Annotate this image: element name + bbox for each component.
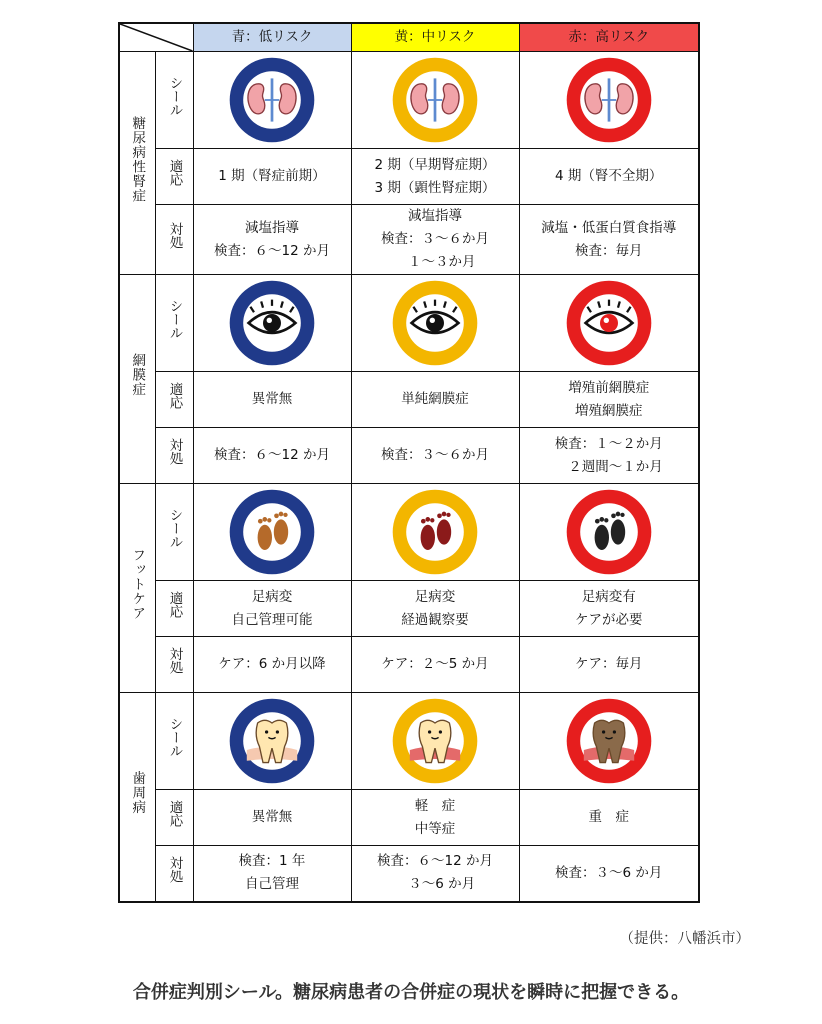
action-cell-low: 減塩指導 検査：６〜12 か月 (193, 205, 351, 275)
seal-cell-high (519, 52, 699, 149)
row-label-text: 適応 (166, 382, 183, 409)
applicable-cell-mid: 軽 症 中等症 (351, 790, 519, 846)
applicable-cell-low: 異常無 (193, 790, 351, 846)
category-label (119, 484, 155, 693)
seal-cell-mid (351, 484, 519, 581)
row-label-seal (155, 52, 193, 149)
action-cell-low: ケア：6 か月以降 (193, 637, 351, 693)
row-label-applicable (155, 581, 193, 637)
row-label-text: 対処 (166, 647, 183, 674)
row-label-seal (155, 484, 193, 581)
action-cell-mid: ケア：２〜5 か月 (351, 637, 519, 693)
seal-cell-low (193, 693, 351, 790)
category-label (119, 275, 155, 484)
applicable-cell-high: 増殖前網膜症 増殖網膜症 (519, 372, 699, 428)
eye-icon (227, 278, 317, 368)
action-cell-low: 検査：６〜12 か月 (193, 428, 351, 484)
applicable-cell-low: 異常無 (193, 372, 351, 428)
applicable-cell-mid: 足病変 経過観察要 (351, 581, 519, 637)
row-label-applicable (155, 149, 193, 205)
seal-cell-high (519, 275, 699, 372)
complication-seal-table (118, 22, 700, 903)
seal-cell-mid (351, 275, 519, 372)
category-text: 糖尿病性腎症 (129, 115, 146, 203)
header-low-risk: 青：低リスク (193, 23, 351, 52)
applicable-cell-mid: 2 期（早期腎症期） 3 期（顕性腎症期） (351, 149, 519, 205)
row-label-seal (155, 693, 193, 790)
row-label-text: シール (166, 75, 183, 117)
row-label-action (155, 428, 193, 484)
row-label-text: シール (166, 716, 183, 758)
row-label-text: 対処 (166, 438, 183, 465)
kidney-icon (564, 55, 654, 145)
row-label-text: 適応 (166, 800, 183, 827)
row-label-applicable (155, 790, 193, 846)
figure-caption: 合併症判別シール。糖尿病患者の合併症の現状を瞬時に把握できる。 (132, 982, 690, 1003)
applicable-cell-high: 4 期（腎不全期） (519, 149, 699, 205)
eye-icon (390, 278, 480, 368)
seal-cell-high (519, 693, 699, 790)
row-label-text: 対処 (166, 855, 183, 883)
row-label-action (155, 846, 193, 902)
photo-credit: （提供：八幡浜市） (619, 931, 750, 947)
row-label-seal (155, 275, 193, 372)
row-label-text: 対処 (166, 222, 183, 249)
applicable-cell-low: 1 期（腎症前期） (193, 149, 351, 205)
row-label-text: 適応 (166, 159, 183, 186)
row-label-text: シール (166, 507, 183, 549)
row-label-applicable (155, 372, 193, 428)
category-text: 歯周病 (129, 771, 146, 815)
action-cell-low: 検査：1 年 自己管理 (193, 846, 351, 902)
category-label (119, 693, 155, 902)
action-cell-high: 検査：３〜6 か月 (519, 846, 699, 902)
footprints-icon (564, 487, 654, 577)
tooth-icon (390, 696, 480, 786)
applicable-cell-low: 足病変 自己管理可能 (193, 581, 351, 637)
action-cell-mid: 検査：３〜６か月 (351, 428, 519, 484)
kidney-icon (390, 55, 480, 145)
row-label-action (155, 637, 193, 693)
applicable-cell-high: 足病変有 ケアが必要 (519, 581, 699, 637)
seal-cell-low (193, 52, 351, 149)
applicable-cell-mid: 単純網膜症 (351, 372, 519, 428)
action-cell-high: 減塩・低蛋白質食指導 検査：毎月 (519, 205, 699, 275)
seal-cell-mid (351, 52, 519, 149)
header-mid-risk: 黄：中リスク (351, 23, 519, 52)
seal-cell-high (519, 484, 699, 581)
corner-cell (119, 23, 193, 52)
action-cell-mid: 減塩指導 検査：３〜６か月 １〜３か月 (351, 205, 519, 275)
kidney-icon (227, 55, 317, 145)
category-text: フットケア (129, 547, 146, 621)
seal-cell-low (193, 484, 351, 581)
seal-cell-low (193, 275, 351, 372)
category-label (119, 52, 155, 275)
row-label-text: シール (166, 298, 183, 340)
category-text: 網膜症 (129, 353, 146, 397)
action-cell-mid: 検査：６〜12 か月 ３〜6 か月 (351, 846, 519, 902)
applicable-cell-high: 重 症 (519, 790, 699, 846)
footprints-icon (227, 487, 317, 577)
tooth-icon (227, 696, 317, 786)
action-cell-high: 検査：１〜２か月 ２週間〜１か月 (519, 428, 699, 484)
tooth-icon (564, 696, 654, 786)
action-cell-high: ケア：毎月 (519, 637, 699, 693)
row-label-text: 適応 (166, 591, 183, 618)
header-high-risk: 赤：高リスク (519, 23, 699, 52)
eye-icon (564, 278, 654, 368)
footprints-icon (390, 487, 480, 577)
seal-cell-mid (351, 693, 519, 790)
row-label-action (155, 205, 193, 275)
